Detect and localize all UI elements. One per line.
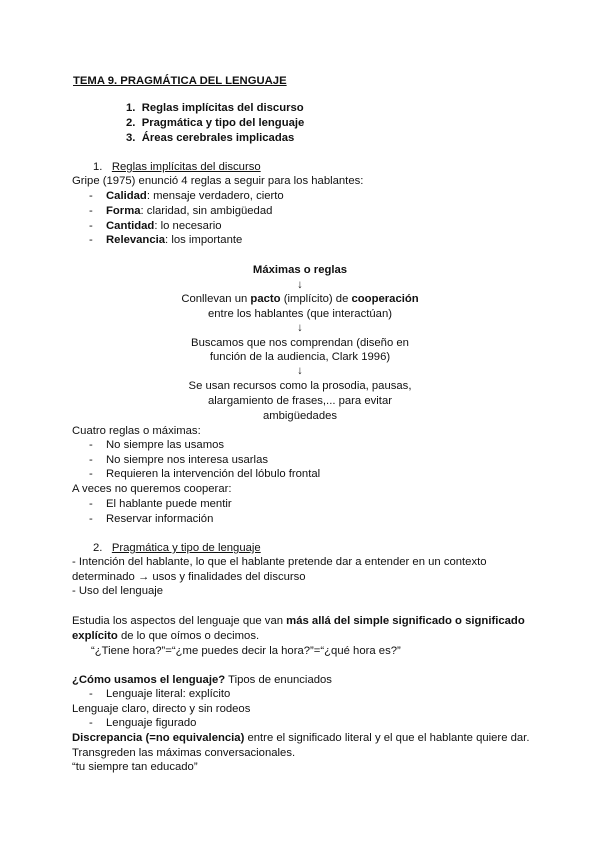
section-heading: 1. Reglas implícitas del discurso (93, 161, 261, 173)
flow-step: ambigüedades (262, 410, 338, 422)
quote: “¿Tiene hora?”=“¿me puedes decir la hora?”=“¿qué hora es?” (91, 645, 401, 657)
list-item: - Reservar información (89, 513, 214, 525)
toc-item: 2. Pragmática y tipo del lenguaje (126, 117, 305, 129)
flow-step: alargamiento de frases,... para evitar (208, 395, 392, 407)
paragraph: determinado → usos y finalidades del discurso (72, 571, 306, 583)
toc-item: 3. Áreas cerebrales implicadas (126, 132, 295, 144)
quote: “tu siempre tan educado” (72, 761, 198, 773)
paragraph: - Intención del hablante, lo que el hablante pretende dar a entender en un contexto (72, 556, 487, 568)
list-item: - Requieren la intervención del lóbulo frontal (89, 468, 321, 480)
paragraph: ¿Cómo usamos el lenguaje? Tipos de enunciados (72, 674, 332, 686)
section-heading: 2. Pragmática y tipo de lenguaje (93, 542, 261, 554)
down-arrow-icon: ↓ (297, 279, 303, 291)
paragraph: Gripe (1975) enunció 4 reglas a seguir para los hablantes: (72, 175, 364, 187)
down-arrow-icon: ↓ (297, 322, 303, 334)
paragraph: Discrepancia (=no equivalencia) entre el significado literal y el que el hablante quiere dar. (72, 732, 530, 744)
paragraph: Estudia los aspectos del lenguaje que van más allá del simple significado o significado (72, 615, 525, 627)
flow-step: función de la audiencia, Clark 1996) (209, 351, 391, 363)
list-item: - No siempre nos interesa usarlas (89, 454, 268, 466)
toc-item-label: Áreas cerebrales implicadas (141, 132, 295, 144)
list-item: - Lenguaje figurado (89, 717, 197, 729)
page-title: TEMA 9. PRAGMÁTICA DEL LENGUAJE (73, 75, 287, 87)
toc-item-label: Pragmática y tipo del lenguaje (141, 117, 305, 129)
paragraph: - Uso del lenguaje (72, 585, 164, 597)
section-heading-label: Pragmática y tipo de lenguaje (111, 542, 261, 554)
list-item: - No siempre las usamos (89, 439, 225, 451)
paragraph: A veces no queremos cooperar: (72, 483, 232, 495)
list-item: - Cantidad: lo necesario (89, 220, 222, 232)
flow-step: Buscamos que nos comprendan (diseño en (191, 337, 409, 349)
flow-title: Máximas o reglas (252, 264, 348, 276)
flow-step: Se usan recursos como la prosodia, pausas, (188, 380, 412, 392)
list-item: - Lenguaje literal: explícito (89, 688, 231, 700)
toc-item-label: Reglas implícitas del discurso (141, 102, 304, 114)
paragraph: Transgreden las máximas conversacionales. (72, 747, 296, 759)
toc-item: 1. Reglas implícitas del discurso (126, 102, 304, 114)
flow-step: entre los hablantes (que interactúan) (207, 308, 392, 320)
list-item: - Forma: claridad, sin ambigüedad (89, 205, 273, 217)
section-heading-label: Reglas implícitas del discurso (111, 161, 261, 173)
paragraph: Lenguaje claro, directo y sin rodeos (72, 703, 251, 715)
list-item: - El hablante puede mentir (89, 498, 232, 510)
paragraph: Cuatro reglas o máximas: (72, 425, 201, 437)
flow-step: Conllevan un pacto (implícito) de cooperación (181, 293, 419, 305)
paragraph: explícito de lo que oímos o decimos. (72, 630, 260, 642)
list-item: - Calidad: mensaje verdadero, cierto (89, 190, 284, 202)
down-arrow-icon: ↓ (297, 365, 303, 377)
list-item: - Relevancia: los importante (89, 234, 243, 246)
